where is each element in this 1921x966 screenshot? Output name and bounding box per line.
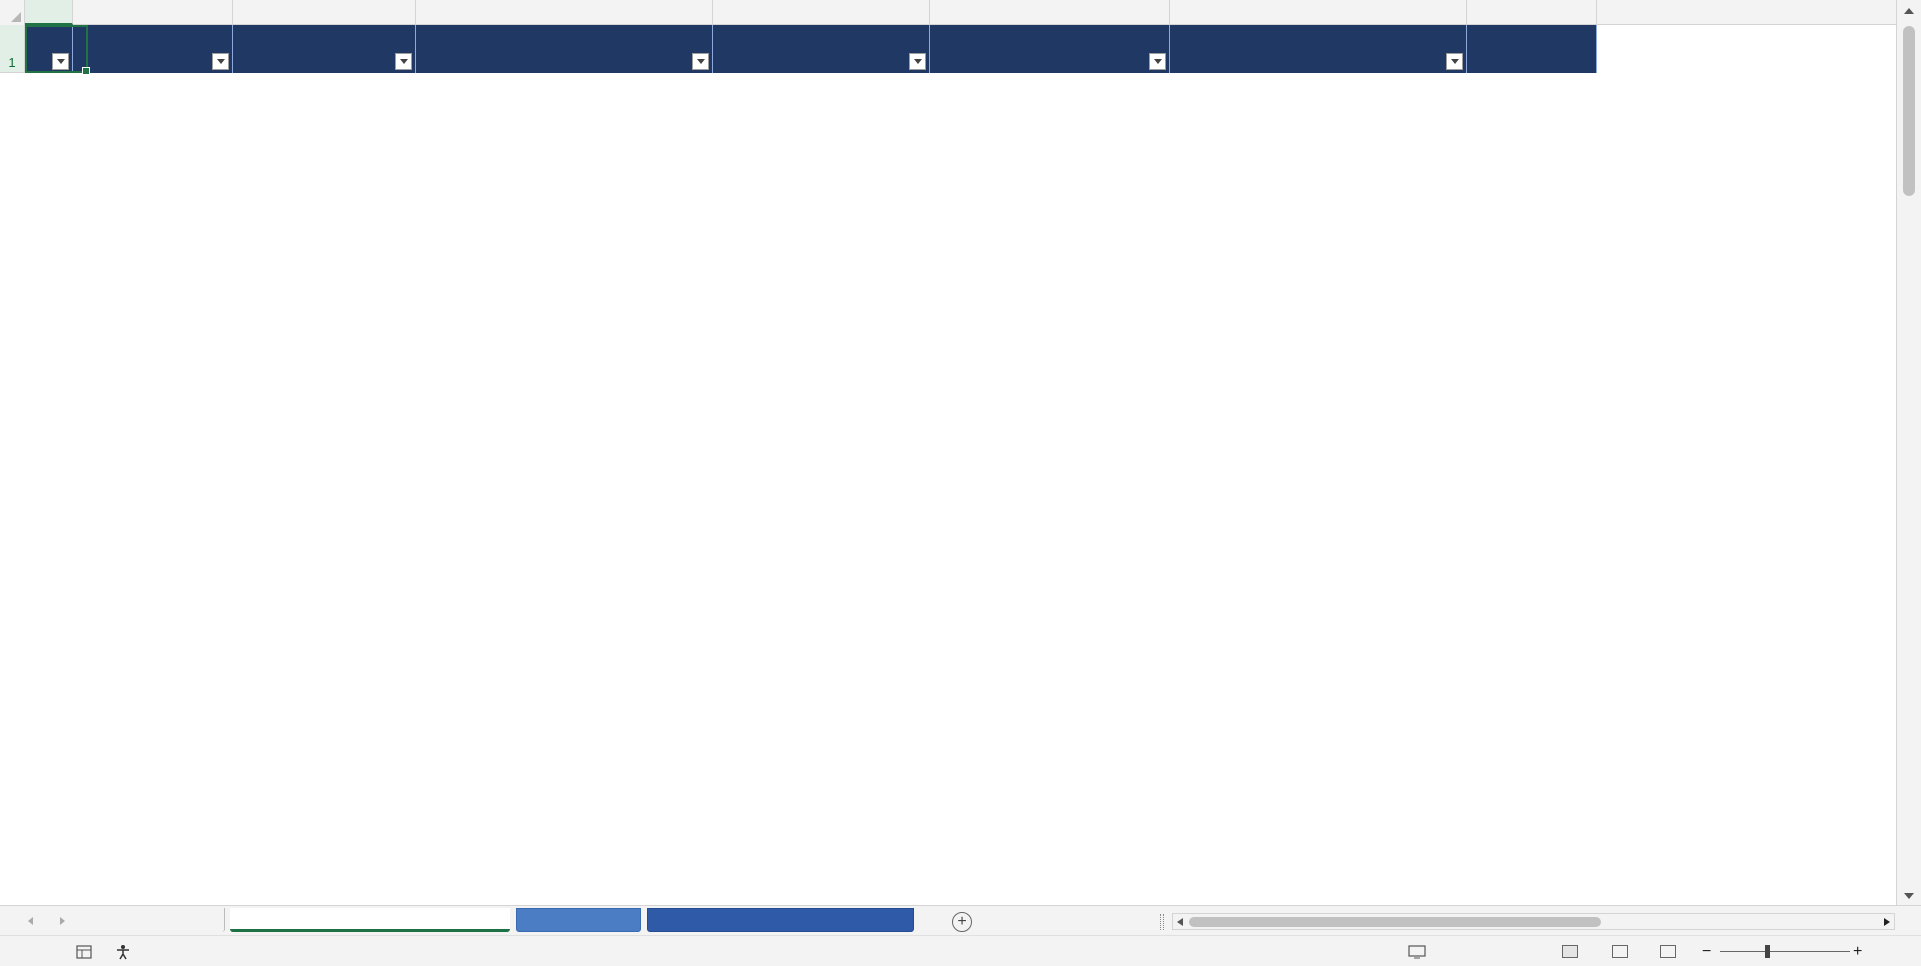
- row-number-1[interactable]: 1: [0, 25, 25, 73]
- horizontal-scrollbar[interactable]: [1172, 913, 1895, 930]
- scroll-right-icon[interactable]: [1884, 918, 1890, 926]
- filter-dropdown-icon[interactable]: [52, 53, 69, 70]
- column-letter-a[interactable]: [25, 0, 73, 25]
- status-bar: [0, 935, 1921, 966]
- header-why-track: [930, 25, 1170, 73]
- filter-dropdown-icon[interactable]: [212, 53, 229, 70]
- sheet-tab-bar: [0, 905, 1921, 935]
- vertical-scrollbar[interactable]: [1896, 0, 1921, 905]
- scroll-left-icon[interactable]: [1177, 918, 1183, 926]
- header-kpi-id: [25, 25, 73, 73]
- header-strategic-category: [73, 25, 233, 73]
- column-letter-e[interactable]: [713, 0, 930, 25]
- zoom-slider-thumb[interactable]: [1765, 945, 1770, 958]
- header-strategic-importance: [1170, 25, 1467, 73]
- scroll-down-icon[interactable]: [1904, 893, 1914, 899]
- header-kpi-name: [233, 25, 416, 73]
- header-kpi-description: [416, 25, 713, 73]
- page-layout-view-icon[interactable]: [1612, 945, 1628, 958]
- vertical-scroll-thumb[interactable]: [1903, 26, 1915, 196]
- scroll-up-icon[interactable]: [1904, 8, 1914, 14]
- column-letter-g[interactable]: [1170, 0, 1467, 25]
- display-settings-icon[interactable]: [1408, 936, 1426, 966]
- filter-dropdown-icon[interactable]: [692, 53, 709, 70]
- column-letter-f[interactable]: [930, 0, 1170, 25]
- normal-view-icon[interactable]: [1562, 945, 1578, 958]
- tab-balanced-scorecard-alignment[interactable]: [647, 908, 914, 932]
- horizontal-scroll-thumb[interactable]: [1189, 917, 1601, 927]
- zoom-out-button[interactable]: −: [1702, 942, 1712, 960]
- filter-dropdown-icon[interactable]: [1149, 53, 1166, 70]
- tab-scroll-left-icon[interactable]: [28, 917, 33, 925]
- accessibility-icon[interactable]: [115, 936, 132, 966]
- filter-dropdown-icon[interactable]: [909, 53, 926, 70]
- horizontal-split-handle[interactable]: [1160, 914, 1164, 930]
- header-bsc-perspective: [1467, 25, 1597, 73]
- worksheet-grid[interactable]: [25, 25, 1896, 905]
- tab-scroll-right-icon[interactable]: [60, 917, 65, 925]
- add-sheet-button[interactable]: +: [952, 912, 972, 932]
- column-letter-b[interactable]: [73, 0, 233, 25]
- filter-dropdown-icon[interactable]: [395, 53, 412, 70]
- column-letter-d[interactable]: [416, 0, 713, 25]
- filter-dropdown-icon[interactable]: [1446, 53, 1463, 70]
- zoom-in-button[interactable]: +: [1853, 942, 1863, 960]
- select-all-corner[interactable]: [0, 0, 25, 25]
- column-letter-h[interactable]: [1467, 0, 1597, 25]
- header-kpi-formula: [713, 25, 930, 73]
- tab-competitive-analysis-kpi-master[interactable]: [230, 908, 510, 932]
- macro-record-icon[interactable]: [76, 936, 92, 966]
- tab-strategy-map[interactable]: [516, 908, 641, 932]
- tab-cover-slide[interactable]: [115, 908, 225, 932]
- column-letters-bar: [0, 0, 1921, 25]
- page-break-view-icon[interactable]: [1660, 945, 1676, 958]
- column-letter-c[interactable]: [233, 0, 416, 25]
- zoom-slider[interactable]: [1720, 951, 1850, 952]
